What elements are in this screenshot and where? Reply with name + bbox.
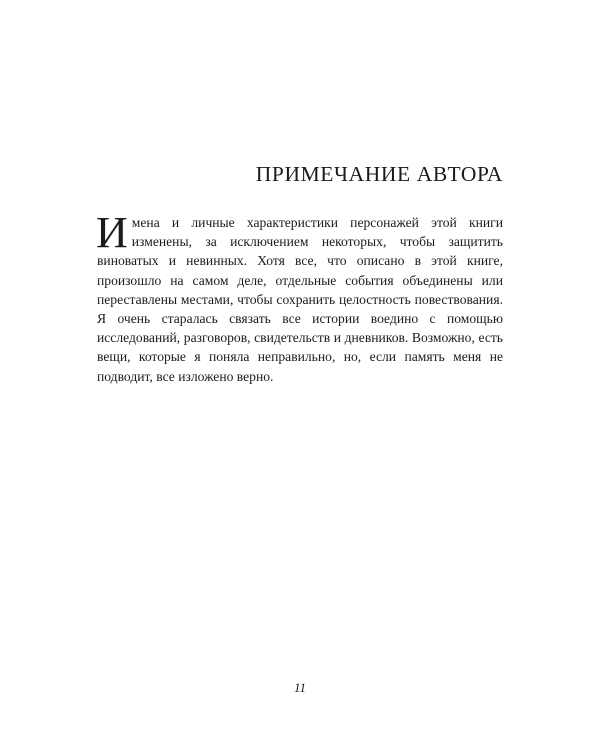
page-number: 11 (293, 680, 307, 695)
chapter-title: ПРИМЕЧАНИЕ АВТОРА (255, 162, 503, 186)
author-note-body (96, 208, 503, 386)
author-note-paragraph: мена и личные характеристики персонажей этой книги изменены, за исключением некоторых, чтобы защитить виноватых и невинных. Хотя все, что описано в этой книге, произошло на самом деле, отдельные события объединены или переставлены местами, чтобы сохранить целостность повествования. Я очень старалась связать все истории воедино с помощью исследований, разговоров, свидетельств и дневников. Возможно, есть вещи, которые я поняла неправильно, но, если память меня не подводит, все изложено верно. (97, 215, 503, 384)
drop-cap: И (96, 208, 128, 257)
